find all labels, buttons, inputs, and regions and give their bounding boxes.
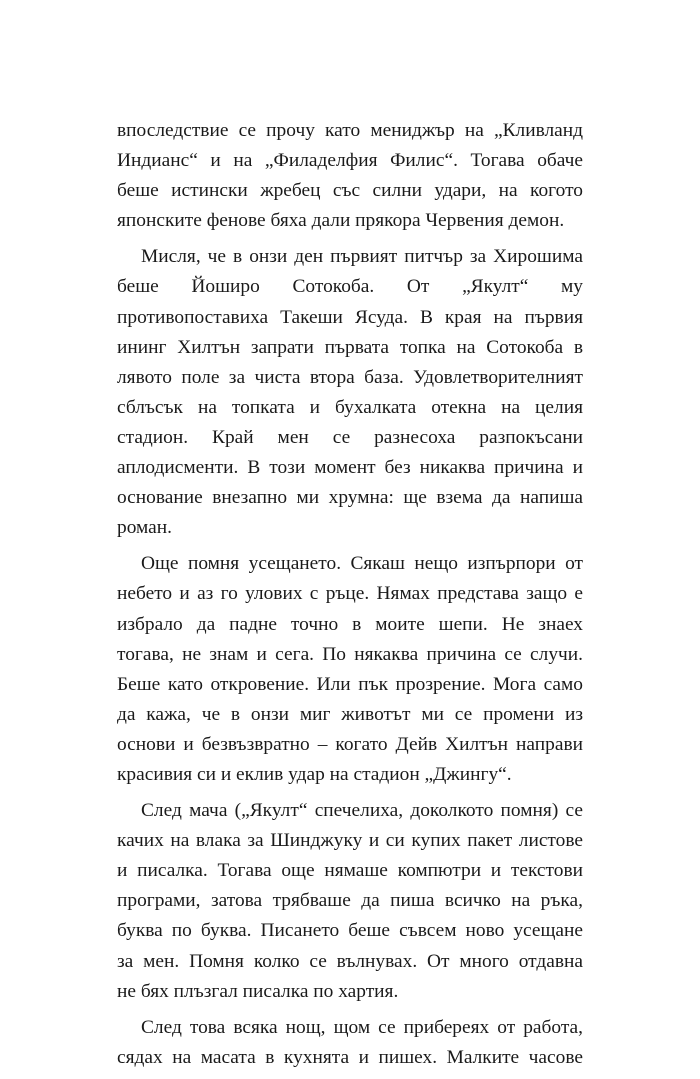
paragraph bbox=[117, 1013, 583, 1073]
text-line: небето и аз го улових с ръце. Нямах представа защо е bbox=[117, 583, 583, 605]
text-line: ининг Хилтън запрати първата топка на Сотокоба в bbox=[117, 336, 583, 358]
text-line: и писалка. Тогава още нямаше компютри и текстови bbox=[117, 860, 583, 882]
text-line: Беше като откровение. Или пък прозрение. Мога само bbox=[117, 673, 583, 695]
text-line: След мача („Якулт“ спечелиха, доколкото помня) се bbox=[141, 800, 583, 822]
text-line: Мисля, че в онзи ден първият питчър за Хирошима bbox=[141, 246, 583, 268]
paragraph bbox=[117, 796, 583, 1007]
text-line: да кажа, че в онзи миг животът ми се промени из bbox=[117, 703, 583, 725]
paragraph bbox=[117, 242, 583, 543]
text-line: основание внезапно ми хрумна: ще взема да напиша bbox=[117, 487, 583, 509]
text-line: стадион. Край мен се разнесоха разпокъсани bbox=[117, 426, 583, 448]
text-line: не бях плъзгал писалка по хартия. bbox=[117, 980, 399, 1002]
text-line: противопоставиха Такеши Ясуда. В края на първия bbox=[117, 306, 583, 328]
text-line: качих на влака за Шинджуку и си купих пакет листове bbox=[117, 830, 583, 852]
text-line: След това всяка нощ, щом се прибереях от работа, bbox=[141, 1016, 583, 1038]
paragraph bbox=[117, 549, 583, 790]
paragraph bbox=[117, 116, 583, 236]
page-body-text bbox=[117, 116, 583, 1079]
text-line: Индианс“ и на „Филаделфия Филис“. Тогава обаче bbox=[117, 150, 583, 172]
text-line: буква по буква. Писането беше съвсем ново усещане bbox=[117, 920, 583, 942]
text-line: беше истински жребец със силни удари, на когото bbox=[117, 180, 583, 202]
text-line: аплодисменти. В този момент без никаква причина и bbox=[117, 457, 583, 479]
text-line: сблъсък на топката и бухалката отекна на целия bbox=[117, 396, 583, 418]
text-line: програми, затова трябваше да пиша всичко на ръка, bbox=[117, 890, 583, 912]
text-line: Още помня усещането. Сякаш нещо изпърпори от bbox=[141, 553, 583, 575]
text-line: красивия си и еклив удар на стадион „Джингу“. bbox=[117, 763, 512, 785]
text-line: японските фенове бяха дали прякора Червения демон. bbox=[117, 210, 565, 232]
text-line: за мен. Помня колко се вълнувах. От много отдавна bbox=[117, 950, 583, 972]
text-line: основи и безвъзвратно – когато Дейв Хилтън направи bbox=[117, 733, 583, 755]
text-line: избрало да падне точно в моите шепи. Не знаех bbox=[117, 613, 583, 635]
text-line: тогава, не знам и сега. По някаква причина се случи. bbox=[117, 643, 583, 665]
text-line: впоследствие се прочу като мениджър на „Кливланд bbox=[117, 120, 583, 141]
text-line: сядах на масата в кухнята и пишех. Малките часове bbox=[117, 1046, 583, 1068]
text-line: роман. bbox=[117, 517, 172, 539]
text-line: лявото поле за чиста втора база. Удовлетворителният bbox=[117, 366, 583, 388]
text-line: беше Йоширо Сотокоба. От „Якулт“ му bbox=[117, 276, 583, 298]
